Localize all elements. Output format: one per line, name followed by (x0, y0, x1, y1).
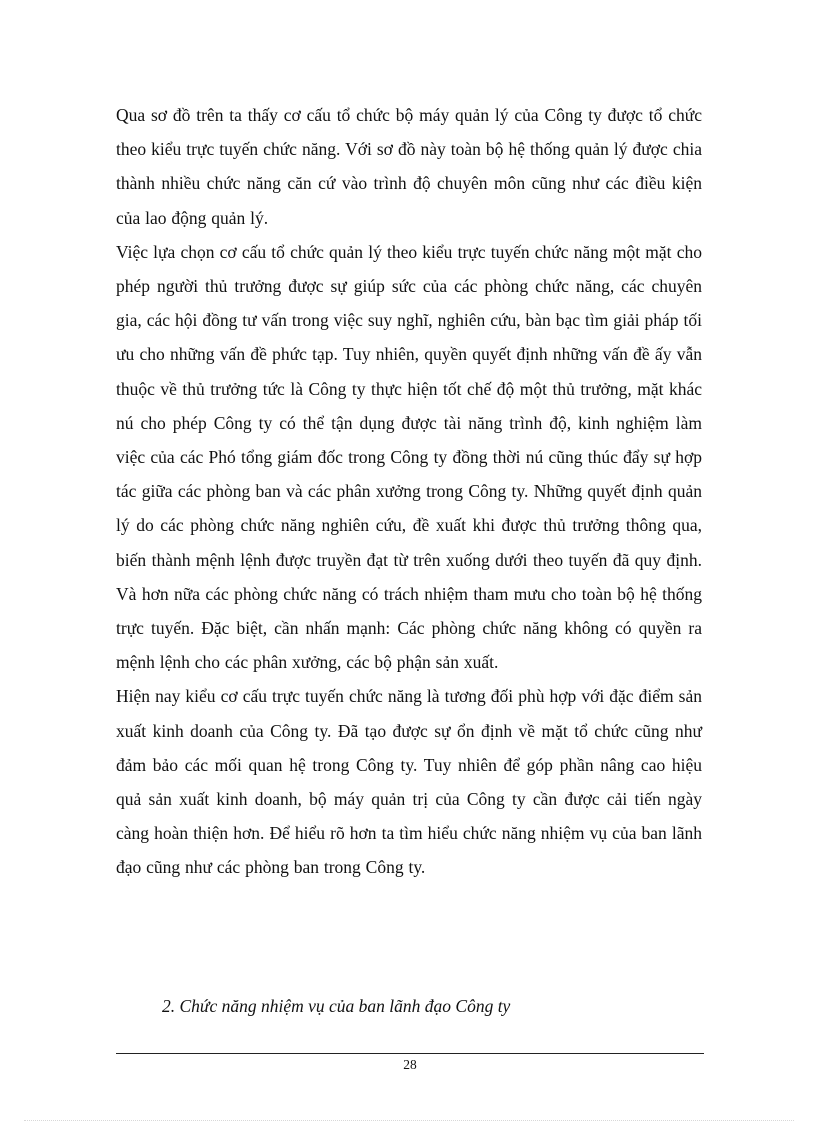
paragraph-structure-advantages: Việc lựa chọn cơ cấu tổ chức quản lý theo kiểu trực tuyến chức năng một mặt cho phép người thủ trưởng được sự giúp sức của các phòng chức năng, các chuyên gia, các hội đồng tư vấn trong việc suy nghĩ, nghiên cứu, bàn bạc tìm giải pháp tối ưu cho những vấn đề phức tạp. Tuy nhiên, quyền quyết định những vấn đề ấy vẫn thuộc về thủ trưởng tức là Công ty thực hiện tốt chế độ một thủ trưởng, mặt khác nú cho phép Công ty có thể tận dụng được tài năng trình độ, kinh nghiệm làm việc của các Phó tổng giám đốc trong Công ty đồng thời nú cũng thúc đẩy sự hợp tác giữa các phòng ban và các phân xưởng trong Công ty. Những quyết định quản lý do các phòng chức năng nghiên cứu, đề xuất khi được thủ trưởng thông qua, biến thành mệnh lệnh được truyền đạt từ trên xuống dưới theo tuyến đã quy định. Và hơn nữa các phòng chức năng có trách nhiệm tham mưu cho toàn bộ hệ thống trực tuyến. Đặc biệt, cần nhấn mạnh: Các phòng chức năng không có quyền ra mệnh lệnh cho các phân xưởng, các bộ phận sản xuất. (116, 241, 702, 673)
page-number: 28 (403, 1057, 417, 1072)
page-bottom-edge (24, 1120, 794, 1121)
footer-divider (116, 1053, 704, 1054)
section-heading: 2. Chức năng nhiệm vụ của ban lãnh đạo Công ty (162, 996, 511, 1016)
body-text (116, 98, 702, 885)
paragraph-org-structure: Qua sơ đồ trên ta thấy cơ cấu tổ chức bộ máy quản lý của Công ty được tổ chức theo kiểu trực tuyến chức năng. Với sơ đồ này toàn bộ hệ thống quản lý được chia thành nhiều chức năng căn cứ vào trình độ chuyên môn cũng như các điều kiện của lao động quản lý. (116, 105, 702, 228)
paragraph-current-assessment: Hiện nay kiểu cơ cấu trực tuyến chức năng là tương đối phù hợp với đặc điểm sản xuất kinh doanh của Công ty. Đã tạo được sự ổn định về mặt tổ chức cũng như đảm bảo các mối quan hệ trong Công ty. Tuy nhiên để góp phần nâng cao hiệu quả sản xuất kinh doanh, bộ máy quản trị của Công ty cần được cải tiến ngày càng hoàn thiện hơn. Để hiểu rõ hơn ta tìm hiểu chức năng nhiệm vụ của ban lãnh đạo cũng như các phòng ban trong Công ty. (116, 686, 702, 878)
